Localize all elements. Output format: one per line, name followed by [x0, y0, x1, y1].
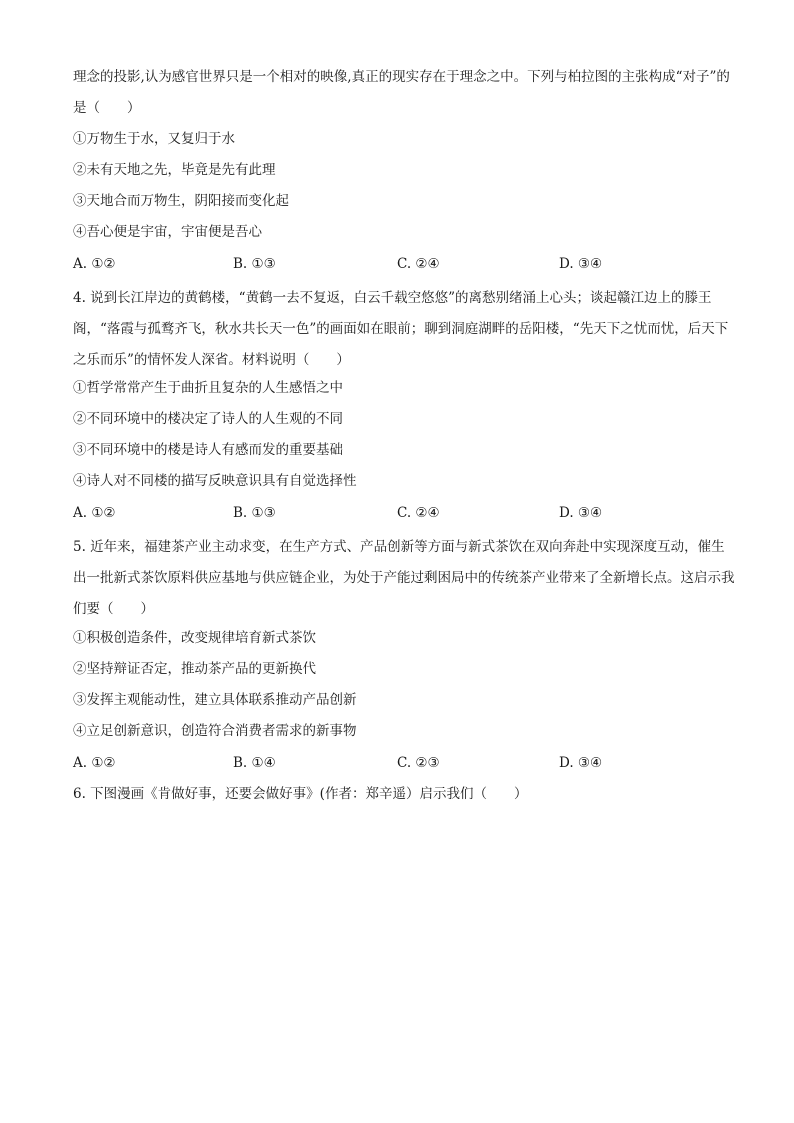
question-4-stem: 4. 说到长江岸边的黄鹤楼，“黄鹤一去不复返，白云千载空悠悠”的离愁别绪涌上心头；谈起赣江边上的滕王阁，“落霞与孤鹜齐飞，秋水共长天一色”的画面如在眼前；聊到洞庭湖畔的岳阳楼，“先天下之忧而忧，后天下之乐而乐”的情怀发人深省。材料说明（ ） — [73, 290, 729, 368]
option-c[interactable]: C. ②④ — [397, 505, 440, 521]
question-4-item-2: ②不同环境中的楼决定了诗人的人生观的不同 — [73, 411, 343, 427]
option-a[interactable]: A. ①② — [73, 256, 116, 272]
option-d[interactable]: D. ③④ — [559, 256, 603, 272]
question-5-stem: 5. 近年来，福建茶产业主动求变，在生产方式、产品创新等方面与新式茶饮在双向奔赴中实现深度互动，催生出一批新式茶饮原料供应基地与供应链企业，为处于产能过剩困局中的传统茶产业带来了全新增长点。这启示我们要（ ） — [73, 539, 735, 617]
option-c[interactable]: C. ②③ — [397, 755, 440, 771]
question-3-item-3: ③天地合而万物生，阴阳接而变化起 — [73, 193, 289, 209]
question-3-item-2: ②未有天地之先，毕竟是先有此理 — [73, 162, 276, 178]
option-d[interactable]: D. ③④ — [559, 755, 603, 771]
option-a[interactable]: A. ①② — [73, 505, 116, 521]
question-6-stem: 6. 下图漫画《肯做好事，还要会做好事》(作者：郑辛遥）启示我们（ ） — [73, 786, 528, 802]
option-b[interactable]: B. ①③ — [233, 256, 276, 272]
question-3-stem: 理念的投影,认为感官世界只是一个相对的映像,真正的现实存在于理念之中。下列与柏拉图的主张构成“对子”的是（ ） — [73, 69, 730, 116]
question-3-options — [73, 253, 733, 275]
question-5-item-4: ④立足创新意识，创造符合消费者需求的新事物 — [73, 723, 357, 739]
question-5-item-1: ①积极创造条件，改变规律培育新式茶饮 — [73, 630, 316, 646]
question-4-item-3: ③不同环境中的楼是诗人有感而发的重要基础 — [73, 442, 343, 458]
question-5-item-3: ③发挥主观能动性，建立具体联系推动产品创新 — [73, 692, 357, 708]
option-a[interactable]: A. ①② — [73, 755, 116, 771]
question-5-item-2: ②坚持辩证否定，推动茶产品的更新换代 — [73, 661, 316, 677]
question-4-item-4: ④诗人对不同楼的描写反映意识具有自觉选择性 — [73, 473, 357, 489]
question-4-item-1: ①哲学常常产生于曲折且复杂的人生感悟之中 — [73, 380, 343, 396]
question-3-item-1: ①万物生于水，又复归于水 — [73, 131, 235, 147]
option-d[interactable]: D. ③④ — [559, 505, 603, 521]
option-c[interactable]: C. ②④ — [397, 256, 440, 272]
question-4-options — [73, 502, 733, 524]
option-b[interactable]: B. ①④ — [233, 755, 276, 771]
option-b[interactable]: B. ①③ — [233, 505, 276, 521]
question-5-options — [73, 752, 733, 774]
question-3-item-4: ④吾心便是宇宙，宇宙便是吾心 — [73, 224, 262, 240]
